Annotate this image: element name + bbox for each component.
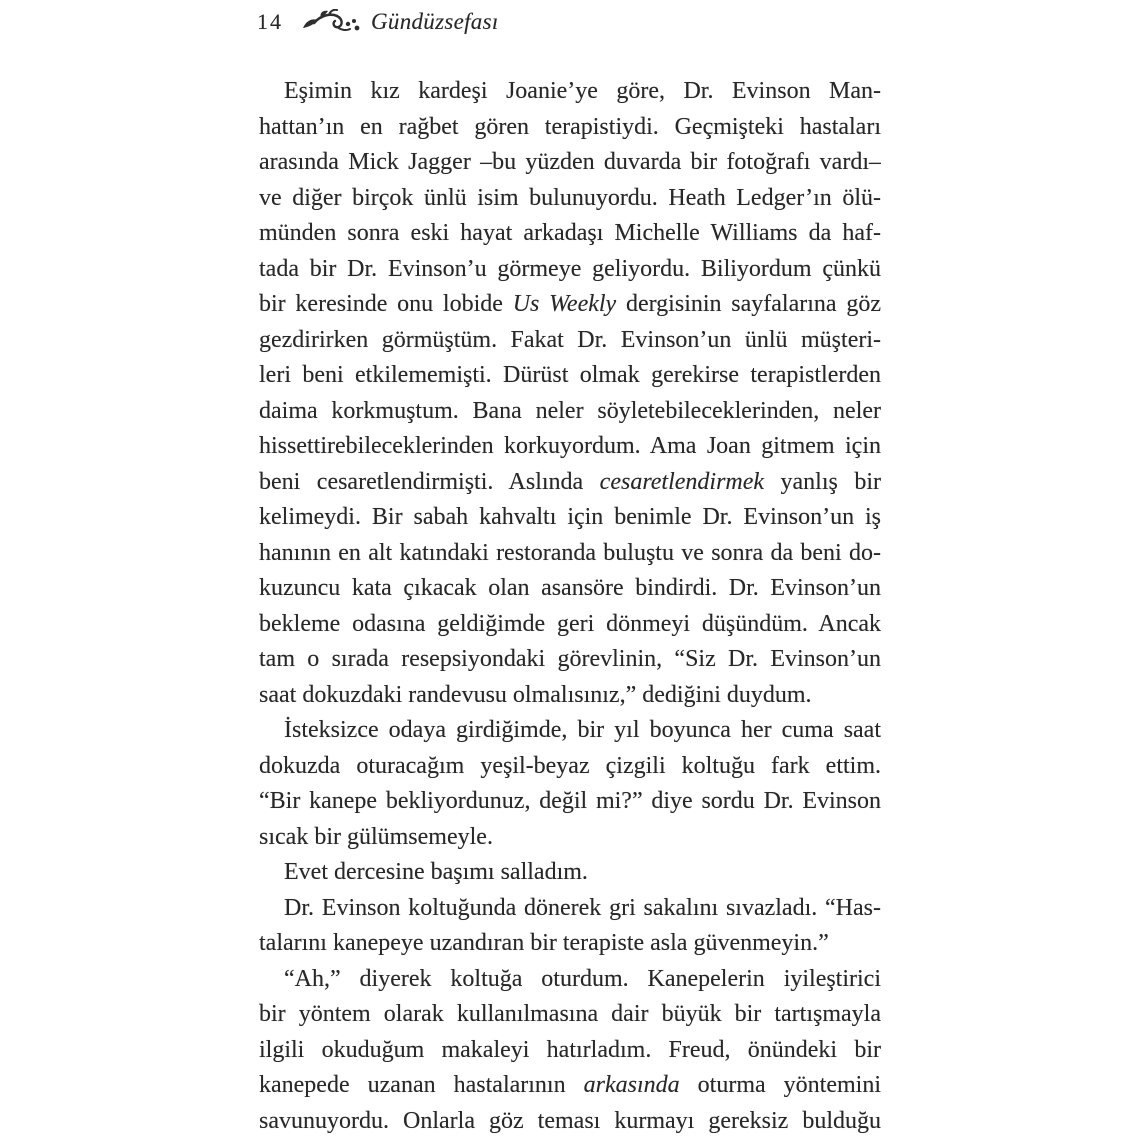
text-line: arasında Mick Jagger –bu yüzden duvarda bir fotoğrafı vardı–	[259, 149, 881, 175]
paragraph	[259, 713, 881, 855]
text-line: münden sonra eski hayat arkadaşı Michelle Williams da haf-	[259, 220, 881, 246]
paragraph	[259, 891, 881, 962]
text-line: talarını kanepeye uzandıran bir terapiste asla güvenmeyin.”	[259, 930, 829, 956]
page-number: 14	[257, 9, 283, 34]
text-line: Evet dercesine başımı salladım.	[284, 859, 588, 885]
text-line: beni cesaretlendirmişti. Aslında cesaretlendirmek yanlış bir	[259, 468, 881, 495]
text-line: ilgili okuduğum makaleyi hatırladım. Freud, önündeki bir	[259, 1036, 881, 1063]
text-line: dokuzda oturacağım yeşil-beyaz çizgili koltuğu fark ettim.	[259, 752, 881, 779]
paragraph	[259, 855, 881, 891]
text-line: bekleme odasına geldiğimde geri dönmeyi düşündüm. Ancak	[259, 610, 881, 637]
page-header	[257, 6, 499, 38]
text-line: kelimeydi. Bir sabah kahvaltı için benimle Dr. Evinson’un iş	[259, 504, 881, 530]
text-line: bir keresinde onu lobide Us Weekly dergisinin sayfalarına göz	[259, 291, 881, 317]
text-line: Dr. Evinson koltuğunda dönerek gri sakalını sıvazladı. “Has-	[284, 894, 881, 921]
paragraph	[259, 74, 881, 713]
text-line: hattan’ın en rağbet gören terapistiydi. Geçmişteki hastaları	[259, 113, 881, 140]
text-line: hissettirebileceklerinden korkuyordum. Ama Joan gitmem için	[259, 433, 881, 459]
text-line: hanının en alt katındaki restoranda buluştu ve sonra da beni do-	[259, 539, 881, 566]
text-line: savunuyordu. Onlarla göz teması kurmayı gereksiz bulduğu	[259, 1107, 881, 1134]
text-line: saat dokuzdaki randevusu olmalısınız,” dediğini duydum.	[259, 681, 812, 708]
paragraph	[259, 962, 881, 1140]
text-line: leri beni etkilememişti. Dürüst olmak gerekirse terapistlerden	[259, 362, 881, 388]
floral-flourish-icon	[301, 9, 361, 35]
text-line: gezdirirken görmüştüm. Fakat Dr. Evinson’un ünlü müşteri-	[259, 326, 881, 353]
text-line: sıcak bir gülümsemeyle.	[259, 823, 493, 850]
text-line: Eşimin kız kardeşi Joanie’ye göre, Dr. Evinson Man-	[284, 78, 881, 104]
text-line: “Ah,” diyerek koltuğa oturdum. Kanepelerin iyileştirici	[284, 965, 881, 992]
text-line: bir yöntem olarak kullanılmasına dair büyük bir tartışmayla	[259, 1001, 881, 1027]
text-block	[259, 74, 881, 1139]
text-line: tam o sırada resepsiyondaki görevlinin, “Siz Dr. Evinson’un	[259, 646, 881, 672]
text-line: ve diğer birçok ünlü isim bulunuyordu. Heath Ledger’ın ölü-	[259, 184, 881, 211]
running-title: Gündüzsefası	[371, 9, 499, 34]
text-line: kuzuncu kata çıkacak olan asansöre bindirdi. Dr. Evinson’un	[259, 575, 881, 601]
text-line: daima korkmuştum. Bana neler söyletebileceklerinden, neler	[259, 397, 881, 424]
text-line: “Bir kanepe bekliyordunuz, değil mi?” diye sordu Dr. Evinson	[259, 788, 881, 814]
text-line: İsteksizce odaya girdiğimde, bir yıl boyunca her cuma saat	[284, 717, 881, 743]
text-line: kanepede uzanan hastalarının arkasında oturma yöntemini	[259, 1072, 881, 1098]
text-line: tada bir Dr. Evinson’u görmeye geliyordu. Biliyordum çünkü	[259, 255, 881, 282]
